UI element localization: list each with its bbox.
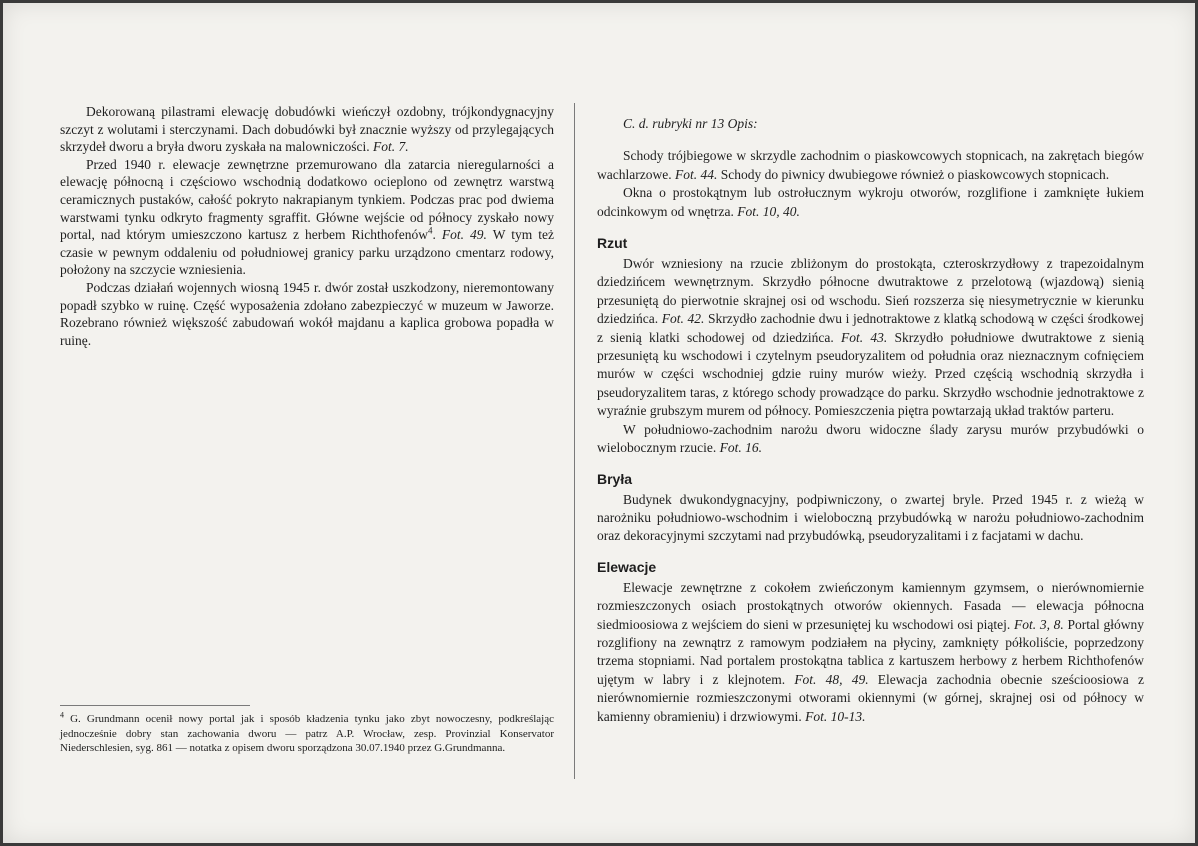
paragraph-1 — [60, 103, 554, 156]
left-column — [60, 103, 554, 349]
footnote — [60, 712, 554, 756]
rzut-paragraph-1 — [597, 255, 1144, 421]
photo-reference: Fot. 48, 49. — [794, 671, 869, 687]
paragraph-text: Skrzydło zachodnie dwu i jednotraktowe z klatką schodową w części środkowej z sienią klatki schodowej od dziedzińca. — [597, 311, 1144, 345]
stairs-paragraph — [597, 147, 1144, 184]
footnote-number: 4 — [60, 710, 64, 720]
footnote-separator — [60, 705, 250, 706]
photo-reference: Fot. 44. — [674, 166, 718, 182]
rzut-paragraph-2 — [597, 421, 1144, 458]
paragraph-text: Dekorowaną pilastrami elewację dobudówki wieńczył ozdobny, trójkondygnacyjny szczyt z wolutami i sterczynami. Dach dobudówki był znacznie wyższy od przylegających skrzydeł dworu a bryła dworu zyskała na malowniczości. — [60, 104, 554, 155]
photo-reference: Fot. 10-13. — [805, 708, 866, 724]
photo-reference: Fot. 16. — [719, 440, 762, 456]
photo-reference: Fot. 49. — [441, 227, 487, 243]
paragraph-3: Podczas działań wojennych wiosną 1945 r. dwór został uszkodzony, nieremontowany popadł szybko w ruinę. Część wyposażenia zdołano zabezpieczyć w muzeum w Jaworze. Rozebrano również większość zabudowań wokół majdanu a kaplica grobowa popadła w ruinę. — [60, 279, 554, 348]
continuation-heading: C. d. rubryki nr 13 Opis: — [623, 116, 758, 131]
windows-paragraph — [597, 184, 1144, 221]
paragraph-text: W tym też czasie w pewnym oddaleniu od południowej granicy parku urządzono cmentarz rodowy, położony na szczycie wzniesienia. — [60, 227, 554, 278]
paragraph-text: Przed 1940 r. elewacje zewnętrzne przemurowano dla zatarcia nieregularności a elewację północną i częściowo wschodnią dodatkowo ocieplono od zewnętrz warstwą ceramicznych pustaków, całość pokryto nakrapianym tynkiem. Podczas prac pod dwiema warstwami tynku odkryto fragmenty sgraffit. Główne wejście od północy zyskało nowy portal, nad którym umieszczono kartusz z herbem Richthofenów — [60, 156, 554, 243]
paragraph-text: Schody trójbiegowe w skrzydle zachodnim o piaskowcowych stopnicach, na zakrętach biegów wachlarzowe. — [597, 148, 1144, 182]
section-heading-rzut: Rzut — [597, 235, 628, 252]
photo-reference: Fot. 3, 8. — [1013, 616, 1064, 632]
section-heading-elewacje: Elewacje — [597, 558, 657, 575]
elewacje-paragraph — [597, 579, 1144, 726]
document-page — [3, 3, 1195, 843]
paragraph-text: Skrzydło południowe dwutraktowe z sienią przesuniętą ku wschodowi i czytelnym pseudoryzalitem od południa oraz nieznacznym cofnięciem murów w części wschodniej gdzie ruiny murów wieży. Przed częścią wschodnią skrzydła i pseudoryzalitem taras, z którego schody prowadzące do parku. Skrzydło wschodnie jednotraktowe z wyraźnie grubszym murem od północy. Pomieszczenia piętra powtarzają układ traktów parteru. — [597, 329, 1144, 419]
column-divider — [574, 103, 575, 779]
paragraph-text: Schody do piwnicy dwubiegowe również o piaskowcowych stopnicach. — [717, 166, 1110, 182]
photo-reference: Fot. 43. — [841, 329, 888, 345]
paragraph-text: Portal główny rozglifiony na zewnątrz z ramowym podziałem na płyciny, zamknięty półkoliście, poprzedzony trzema stopniami. Nad portalem prostokątna tablica z kartuszem herbowy z herbem Richthofenów ujętym w labry i z klejnotem. — [597, 616, 1145, 687]
photo-reference: Fot. 10, 40. — [737, 203, 800, 219]
photo-reference: Fot. 7. — [373, 139, 409, 155]
footnote-marker: 4 — [427, 225, 433, 236]
paragraph-text: Elewacje zewnętrzne z cokołem zwieńczonym kamiennym gzymsem, o nierównomiernie rozmieszczonych osiach prostokątnych otworów okiennych. Fasada — elewacja północna siedmioosiowa z wejściem do sieni w przesuniętej ku wschodowi osi piątej. — [597, 579, 1144, 632]
paragraph-text: . — [432, 227, 442, 243]
paragraph-2 — [60, 156, 554, 279]
photo-reference: Fot. 42. — [661, 311, 705, 327]
paragraph-text: Elewacja zachodnia obecnie sześcioosiowa z nierównomiernie rozmieszczonymi otworami okiennymi (w górnej, skrajnej osi od północy w kamienny obramieniu) i drzwiowymi. — [597, 671, 1144, 724]
footnote-text: G. Grundmann ocenił nowy portal jak i sposób kładzenia tynku jako zbyt nowoczesny, podkreślając jednocześnie dobry stan zachowania dworu — patrz A.P. Wrocław, zesp. Provinzial Konservator Niederschlesien, syg. 861 — notatka z opisem dworu sporządzona 30.07.1940 przez G.Grundmanna. — [60, 713, 554, 754]
bryla-paragraph: Budynek dwukondygnacyjny, podpiwniczony, o zwartej bryle. Przed 1945 r. z wieżą w narożniku południowo-wschodnim i wieloboczną przybudówką w narożu południowo-zachodnim oraz dekoracyjnymi szczytami nad przybudówką, pseudoryzalitami i z facjatami w dachu. — [597, 491, 1144, 544]
right-column — [597, 115, 1144, 726]
section-heading-bryla: Bryła — [597, 470, 633, 487]
paragraph-text: Okna o prostokątnym lub ostrołucznym wykroju otworów, rozglifione i zamknięte łukiem odcinkowym od wnętrza. — [597, 185, 1144, 219]
paragraph-text: W południowo-zachodnim narożu dworu widoczne ślady zarysu murów przybudówki o wielobocznym rzucie. — [597, 421, 1144, 456]
paragraph-text: Dwór wzniesiony na rzucie zbliżonym do prostokąta, czteroskrzydłowy z trapezoidalnym dziedzińcem wewnętrznym. Skrzydło północne dwutraktowe z przelotową (wjazdową) sienią przesuniętą do pierwotnie skrajnej osi od wschodu. Sień rozszerza się niesymetrycznie w kierunku dziedzińca. — [597, 256, 1144, 327]
